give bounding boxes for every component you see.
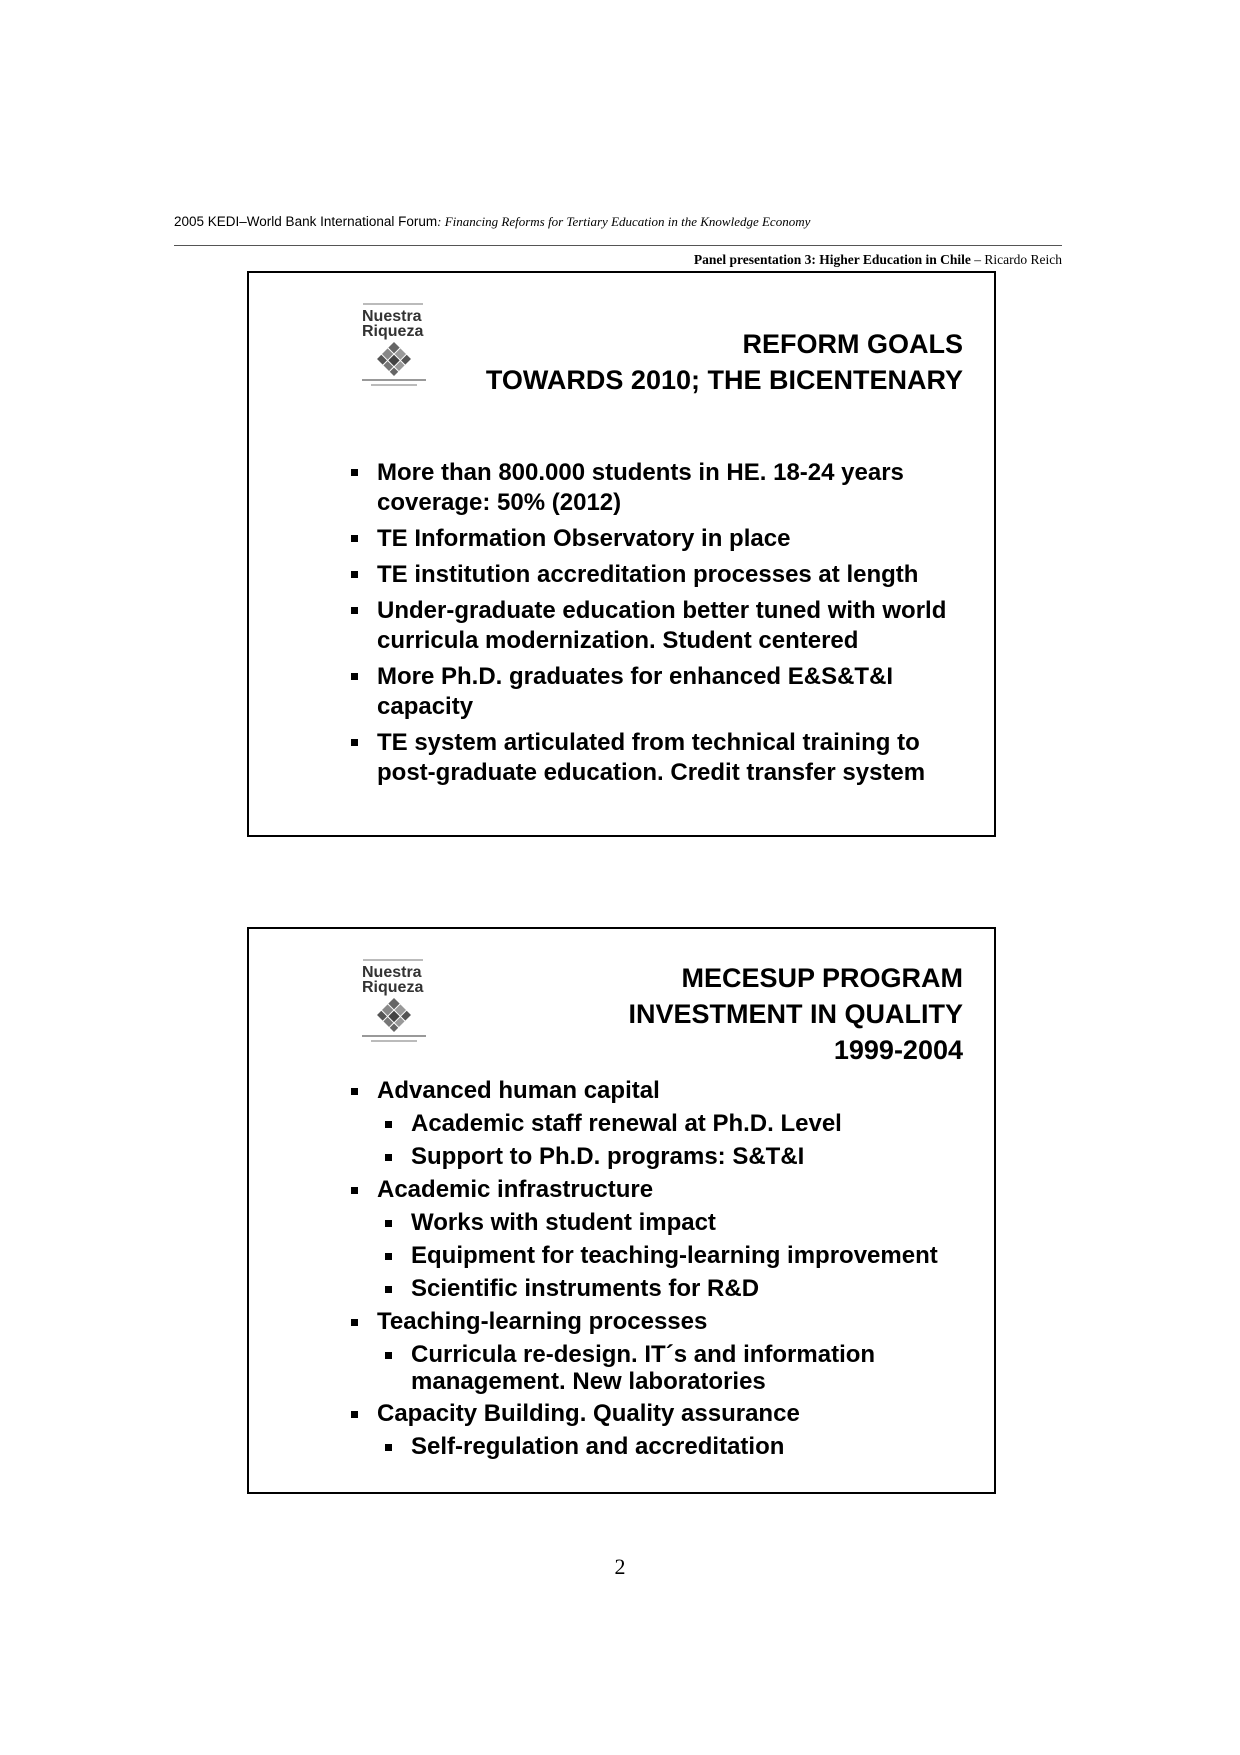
sub-list-item: Equipment for teaching-learning improvement [349, 1242, 979, 1270]
list-item: Advanced human capital [349, 1077, 979, 1105]
panel-line [694, 252, 1062, 268]
slide-reform-goals [247, 271, 996, 837]
forum-name: 2005 KEDI–World Bank International Forum [174, 214, 438, 229]
bullet-list [349, 1077, 979, 1466]
svg-text:Riqueza: Riqueza [362, 979, 424, 996]
page-number: 2 [614, 1554, 626, 1579]
sub-list-item: Scientific instruments for R&D [349, 1275, 979, 1303]
sub-list-item: Curricula re-design. IT´s and information management. New laboratories [349, 1341, 979, 1395]
list-item: More Ph.D. graduates for enhanced E&S&T&I capacity [349, 662, 979, 722]
svg-text:Nuestra: Nuestra [362, 964, 422, 981]
nuestra-riqueza-logo [359, 301, 429, 389]
list-item: TE Information Observatory in place [349, 524, 979, 554]
list-item: Academic infrastructure [349, 1176, 979, 1204]
bullet-list [349, 458, 979, 794]
sub-list-item: Support to Ph.D. programs: S&T&I [349, 1143, 979, 1171]
sub-list-item: Self-regulation and accreditation [349, 1433, 979, 1461]
slide-title-line: INVESTMENT IN QUALITY [628, 999, 963, 1029]
list-item: TE system articulated from technical training to post-graduate education. Credit transfer system [349, 728, 979, 788]
slide-title-line: REFORM GOALS [742, 329, 963, 359]
panel-title: Panel presentation 3: Higher Education in Chile [693, 252, 971, 267]
forum-subtitle: : Financing Reforms for Tertiary Education in the Knowledge Economy [437, 214, 811, 229]
svg-text:Nuestra: Nuestra [362, 308, 422, 325]
slide-title [628, 960, 963, 1068]
sub-list-item: Works with student impact [349, 1209, 979, 1237]
list-item: Under-graduate education better tuned with world curricula modernization. Student centered [349, 596, 979, 656]
document-header [174, 214, 810, 230]
panel-author: – Ricardo Reich [970, 252, 1062, 267]
list-item: Teaching-learning processes [349, 1308, 979, 1336]
slide-title [486, 326, 963, 398]
slide-mecesup-program [247, 927, 996, 1494]
list-item: More than 800.000 students in HE. 18-24 years coverage: 50% (2012) [349, 458, 979, 518]
list-item: TE institution accreditation processes at length [349, 560, 979, 590]
nuestra-riqueza-logo [359, 957, 429, 1045]
slide-title-line: 1999-2004 [833, 1035, 963, 1065]
slide-title-line: TOWARDS 2010; THE BICENTENARY [485, 365, 963, 395]
svg-text:Riqueza: Riqueza [362, 323, 424, 340]
list-item: Capacity Building. Quality assurance [349, 1400, 979, 1428]
slide-title-line: MECESUP PROGRAM [681, 963, 963, 993]
sub-list-item: Academic staff renewal at Ph.D. Level [349, 1110, 979, 1138]
header-rule [174, 245, 1062, 246]
